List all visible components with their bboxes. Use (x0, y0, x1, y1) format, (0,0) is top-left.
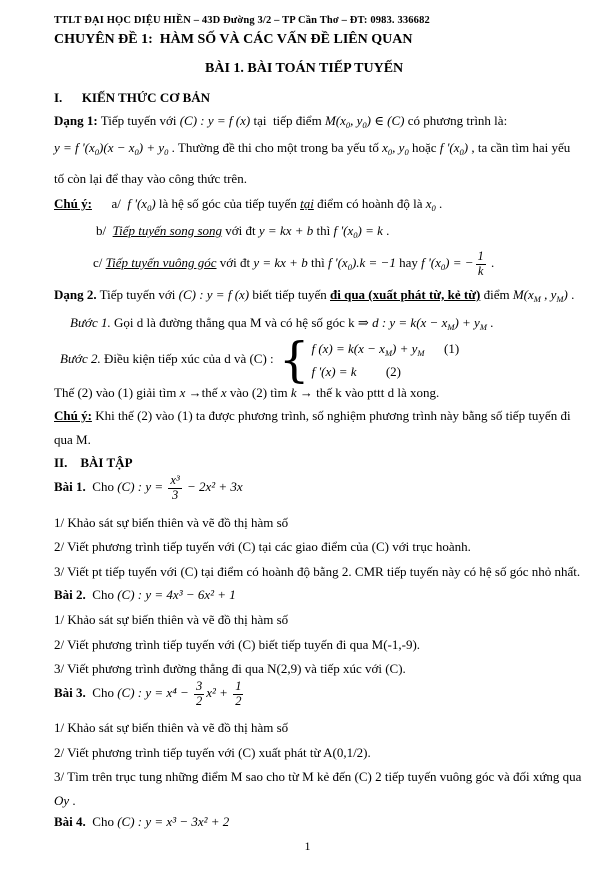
fraction: $\frac{1}{2}$ (235, 679, 242, 708)
note-1-a: Chú ý: a/ f '$(x_0)$ là hệ số góc của tiếp tuyến tại điểm có hoành độ là $x_0$ . (54, 196, 443, 213)
fraction: $\frac{1}{k}$ (477, 249, 484, 278)
dang-2-step-2: Bước 2. Điều kiện tiếp xúc của d và (C) : { f $(x) = k(x - x_M) + y_M$ (1) f '(x) = k (2) (60, 331, 460, 388)
dang-1-line-1: Dạng 1: Tiếp tuyến với (C) : y = f (x) tại tiếp điểm $M(x_0$, $y_0$) ∈ (C) có phương trình là: (54, 113, 508, 130)
note-2-line-1: Chú ý: Khi thế (2) vào (1) ta được phương trình, số nghiệm phương trình này bằng số tiếp tuyến đi (54, 408, 571, 423)
doc-header: TTLT ĐẠI HỌC DIỆU HIỀN – 43D Đường 3/2 – TP Cần Thơ – ĐT: 0983. 336682 (54, 15, 430, 26)
problem-3-part-3a: 3/ Tìm trên trục tung những điểm M sao cho từ M kẻ đến (C) 2 tiếp tuyến vuông góc và đối xứng qua (54, 769, 582, 784)
problem-3-part-3b: Oy . (54, 793, 76, 808)
problem-1-part-3: 3/ Viết pt tiếp tuyến với (C) tại điểm có hoành độ bằng 2. CMR tiếp tuyến này có hệ số góc nhỏ nhất. (54, 564, 581, 579)
section-1-heading: I. KIẾN THỨC CƠ BẢN (54, 90, 211, 105)
dang-1-line-3: tố còn lại để thay vào công thức trên. (54, 171, 247, 186)
problem-1-title: Bài 1. Cho (C) : y = $\frac{\text{x³}}{3}$ − 2x² + 3x (54, 473, 243, 502)
dang-2-line: Dạng 2. Tiếp tuyến với (C) : y = f (x) biết tiếp tuyến đi qua (xuất phát từ, kẻ từ) điểm $M(x_M$ , $y_M$) . (54, 287, 575, 304)
problem-1-part-2: 2/ Viết phương trình tiếp tuyến với (C) tại các giao điểm của (C) với trục hoành. (54, 539, 471, 554)
section-2-heading: II. BÀI TẬP (54, 455, 133, 470)
note-2-line-2: qua M. (54, 432, 91, 447)
equation-system (278, 331, 460, 388)
dang-2-conclusion: Thế (2) vào (1) giải tìm x →thế x vào (2) tìm k → thế k vào pttt d là xong. (54, 385, 440, 400)
problem-3-part-1: 1/ Khảo sát sự biến thiên và vẽ đồ thị hàm số (54, 720, 289, 735)
note-1-b: b/ Tiếp tuyến song song với đt y = kx + b thì f '$(x_0) = k$ . (96, 223, 390, 240)
equation-row: f '(x) = k (2) (311, 363, 402, 379)
fraction: $\frac{\text{x³}}{3}$ (170, 473, 180, 502)
bai-title: BÀI 1. BÀI TOÁN TIẾP TUYẾN (205, 61, 404, 76)
fraction: $\frac{3}{2}$ (195, 679, 203, 708)
problem-3-title: Bài 3. Cho (C) : y = x⁴ − $\frac{3}{2}$ x² + $\frac{1}{2}$ (54, 679, 242, 708)
problem-2-part-3: 3/ Viết phương trình đường thẳng đi qua N(2,9) và tiếp xúc với (C). (54, 661, 406, 676)
problem-4-title: Bài 4. Cho (C) : y = x³ − 3x² + 2 (54, 814, 230, 829)
brace-icon: { (278, 331, 310, 388)
problem-2-part-1: 1/ Khảo sát sự biến thiên và vẽ đồ thị hàm số (54, 612, 289, 627)
problem-2-part-2: 2/ Viết phương trình tiếp tuyến với (C) biết tiếp tuyến đi qua M(-1,-9). (54, 637, 421, 652)
note-1-c: c/ Tiếp tuyến vuông góc với đt y = kx + b thì f '$(x_0).k = -1$ hay f '$(x_0)$ = − $\frac{1}{k}$ . (93, 249, 495, 278)
chuyen-de-title: CHUYÊN ĐỀ 1: HÀM SỐ VÀ CÁC VẤN ĐỀ LIÊN QUAN (54, 32, 413, 47)
problem-2-title: Bài 2. Cho (C) : y = 4x³ − 6x² + 1 (54, 587, 236, 602)
equation-row: f $(x) = k(x - x_M) + y_M$ (1) (311, 340, 460, 358)
problem-3-part-2: 2/ Viết phương trình tiếp tuyến với (C) xuất phát từ A(0,1/2). (54, 745, 371, 760)
dang-2-step-1: Bước 1. Gọi d là đường thẳng qua M và có hệ số góc k ⇒ d : $y = k(x - x_M) + y_M$ . (70, 315, 494, 332)
dang-1-line-2: y = f '$(x_0)(x - x_0) + y_0$ . Thường đề thi cho một trong ba yếu tố $x_0$, $y_0$ hoặc f '$(x_0)$ , ta cần tìm hai yếu (54, 140, 571, 157)
problem-1-part-1: 1/ Khảo sát sự biến thiên và vẽ đồ thị hàm số (54, 515, 289, 530)
page-number: 1 (304, 839, 311, 853)
